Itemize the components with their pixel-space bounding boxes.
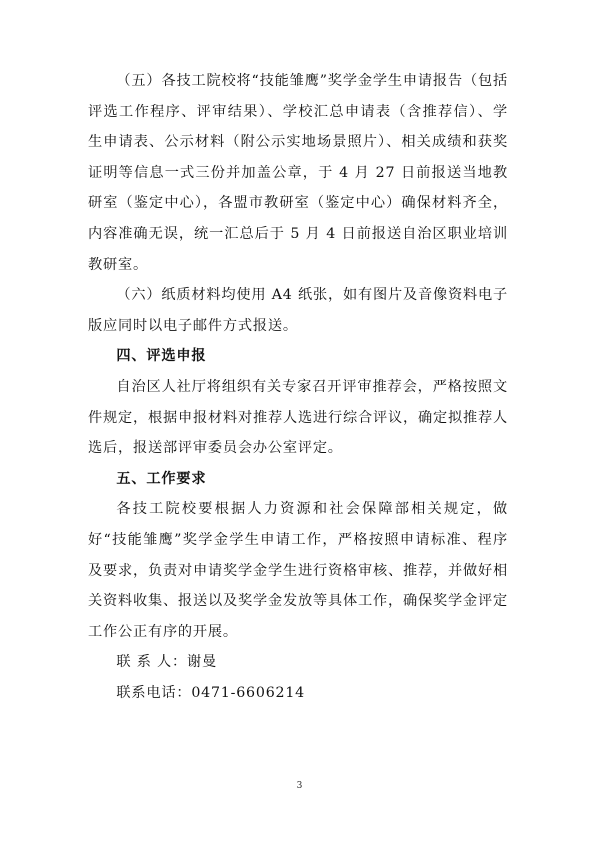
paragraph-paper-materials: （六）纸质材料均使用 A4 纸张，如有图片及音像资料电子版应同时以电子邮件方式报送。 (88, 287, 508, 334)
paragraph-work-requirements: 各技工院校要根据人力资源和社会保障部相关规定，做好“技能雏鹰”奖学金学生申请工作，严格按照申请标准、程序及要求，负责对申请奖学金学生进行资格审核、推荐，并做好相关资料收集、报送以及奖学金发放等具体工作，确保奖学金评定工作公正有序的开展。 (88, 501, 508, 640)
section-heading-work-requirements: 五、工作要求 (116, 470, 207, 487)
paragraph-evaluation: 自治区人社厅将组织有关专家召开评审推荐会，严格按照文件规定，根据申报材料对推荐人选进行综合评议，确定拟推荐人选后，报送部评审委员会办公室评定。 (88, 378, 508, 457)
section-heading-evaluation: 四、评选申报 (116, 348, 207, 365)
contact-person: 联 系 人：谢曼 (116, 654, 217, 671)
paragraph-submission-requirements: （五）各技工院校将“技能雏鹰”奖学金学生申请报告（包括评选工作程序、评审结果）、学校汇总申请表（含推荐信）、学生申请表、公示材料（附公示实地场景照片）、相关成绩和获奖证明等信息一式三份并加盖公章，于 4 月 27 日前报送当地教研室（鉴定中心），各盟市教研室（鉴定中心）确保材料齐全，内容准确无误，统一汇总后于 5 月 4 日前报送自治区职业培训教研室。 (88, 73, 508, 273)
page-number: 3 (296, 781, 303, 791)
document-body (88, 66, 508, 708)
contact-phone: 联系电话：0471-6606214 (116, 684, 306, 701)
